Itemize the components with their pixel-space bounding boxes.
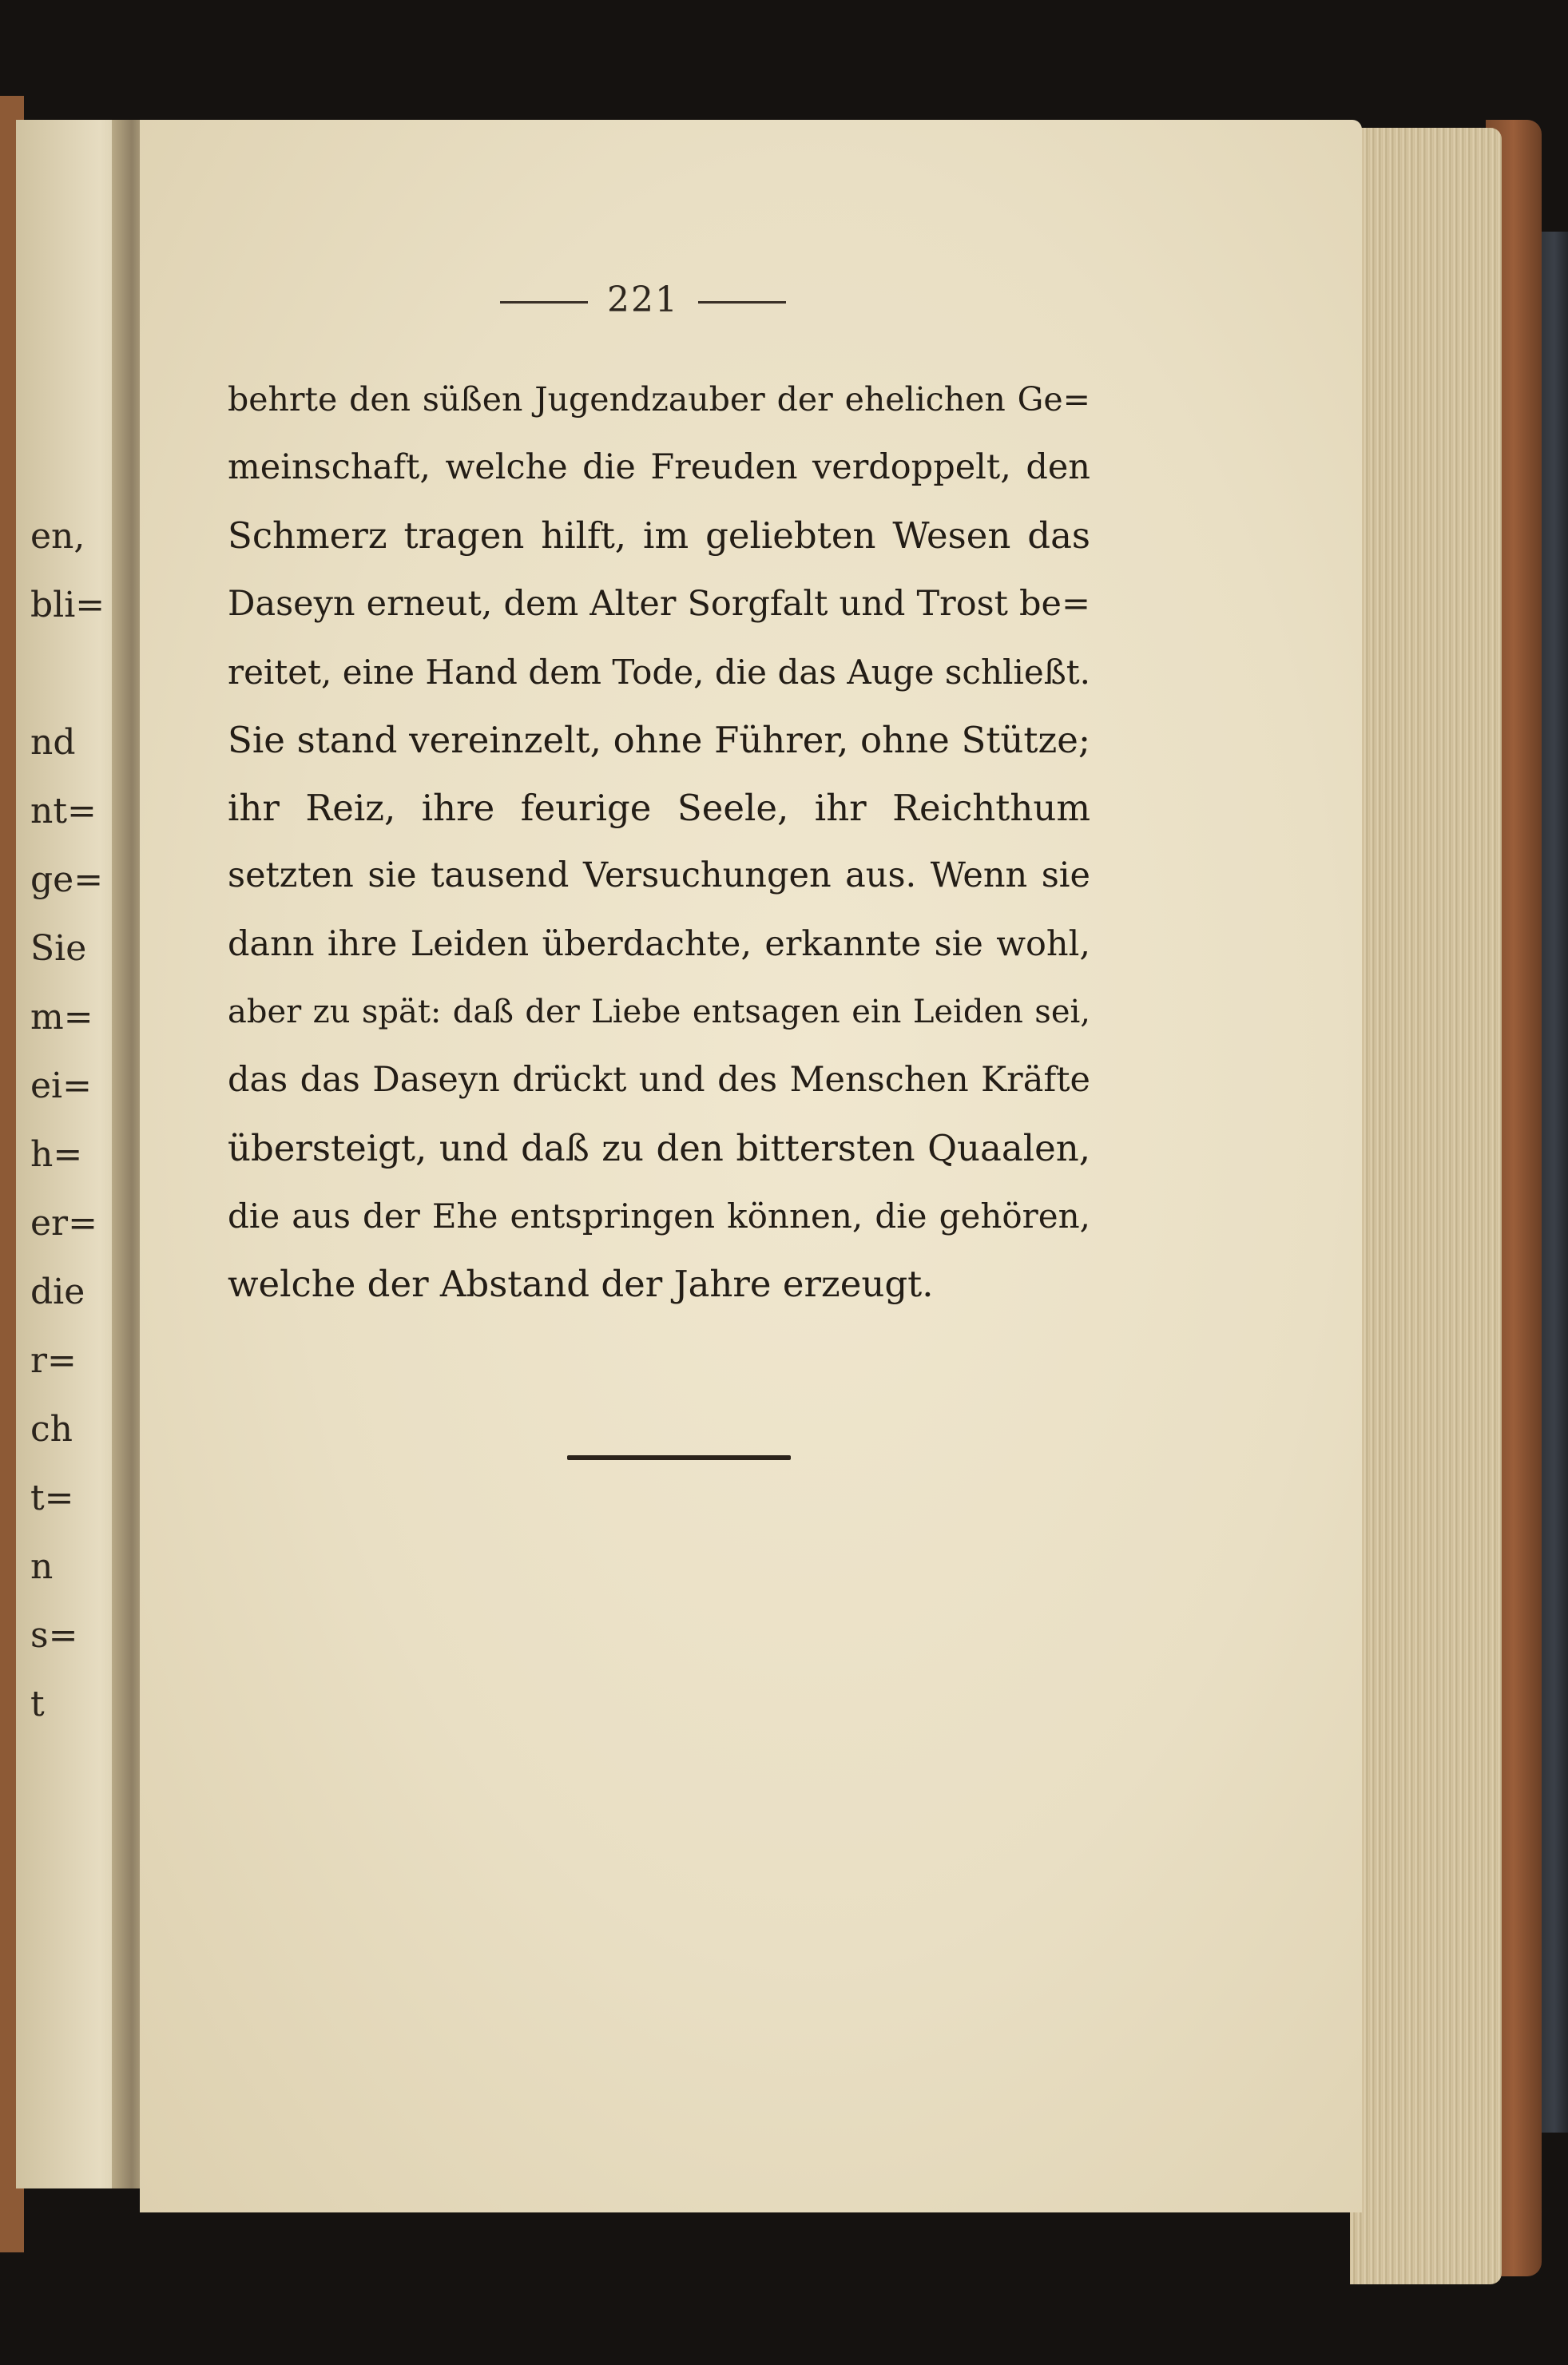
text-line: welche der Abstand der Jahre erzeugt. [228, 1263, 934, 1306]
text-line: behrte den süßen Jugendzauber der ehelichen Ge= [228, 380, 1090, 419]
left-fragment: bli= [30, 585, 105, 625]
left-fragment: ch [30, 1409, 73, 1450]
header-dash-left [500, 301, 588, 304]
end-of-chapter-rule [567, 1455, 791, 1460]
text-line: meinschaft, welche die Freuden verdoppelt, den [228, 447, 1090, 488]
left-fragment: er= [30, 1203, 97, 1244]
left-page-text-fragments [30, 516, 105, 1756]
left-fragment: t [30, 1684, 45, 1724]
left-fragment: m= [30, 997, 93, 1038]
left-fragment [30, 657, 94, 688]
page-number-header [459, 280, 827, 335]
left-fragment: nd [30, 722, 76, 763]
left-fragment: ei= [30, 1065, 92, 1106]
text-line: das das Daseyn drückt und des Menschen Kräfte [228, 1059, 1090, 1100]
left-fragment: h= [30, 1134, 83, 1175]
text-line: setzten sie tausend Versuchungen aus. Wenn sie [228, 855, 1090, 896]
left-fragment: n [30, 1546, 54, 1587]
left-fragment: nt= [30, 791, 97, 831]
left-fragment: ge= [30, 859, 104, 900]
text-line: die aus der Ehe entspringen können, die gehören, [228, 1196, 1090, 1236]
text-line: reitet, eine Hand dem Tode, die das Auge schließt. [228, 652, 1090, 692]
page-number: 221 [607, 280, 679, 320]
text-line: dann ihre Leiden überdachte, erkannte sie wohl, [228, 923, 1090, 964]
left-fragment: Sie [30, 928, 87, 969]
text-line: Sie stand vereinzelt, ohne Führer, ohne Stütze; [228, 718, 1090, 761]
left-fragment: r= [30, 1340, 77, 1381]
left-fragment: t= [30, 1478, 74, 1518]
text-line: aber zu spät: daß der Liebe entsagen ein Leiden sei, [228, 993, 1090, 1030]
text-line: übersteigt, und daß zu den bittersten Quaalen, [228, 1127, 1090, 1170]
left-fragment: s= [30, 1615, 78, 1656]
text-line: Schmerz tragen hilft, im geliebten Wesen das [228, 514, 1090, 558]
text-line: Daseyn erneut, dem Alter Sorgfalt und Trost be= [228, 583, 1090, 624]
page-fore-edge [1350, 128, 1502, 2284]
left-fragment: en, [30, 516, 85, 557]
text-line: ihr Reiz, ihre feurige Seele, ihr Reichthum [228, 787, 1090, 830]
header-dash-right [698, 301, 786, 304]
body-text [228, 366, 1090, 1319]
left-fragment: die [30, 1272, 85, 1312]
